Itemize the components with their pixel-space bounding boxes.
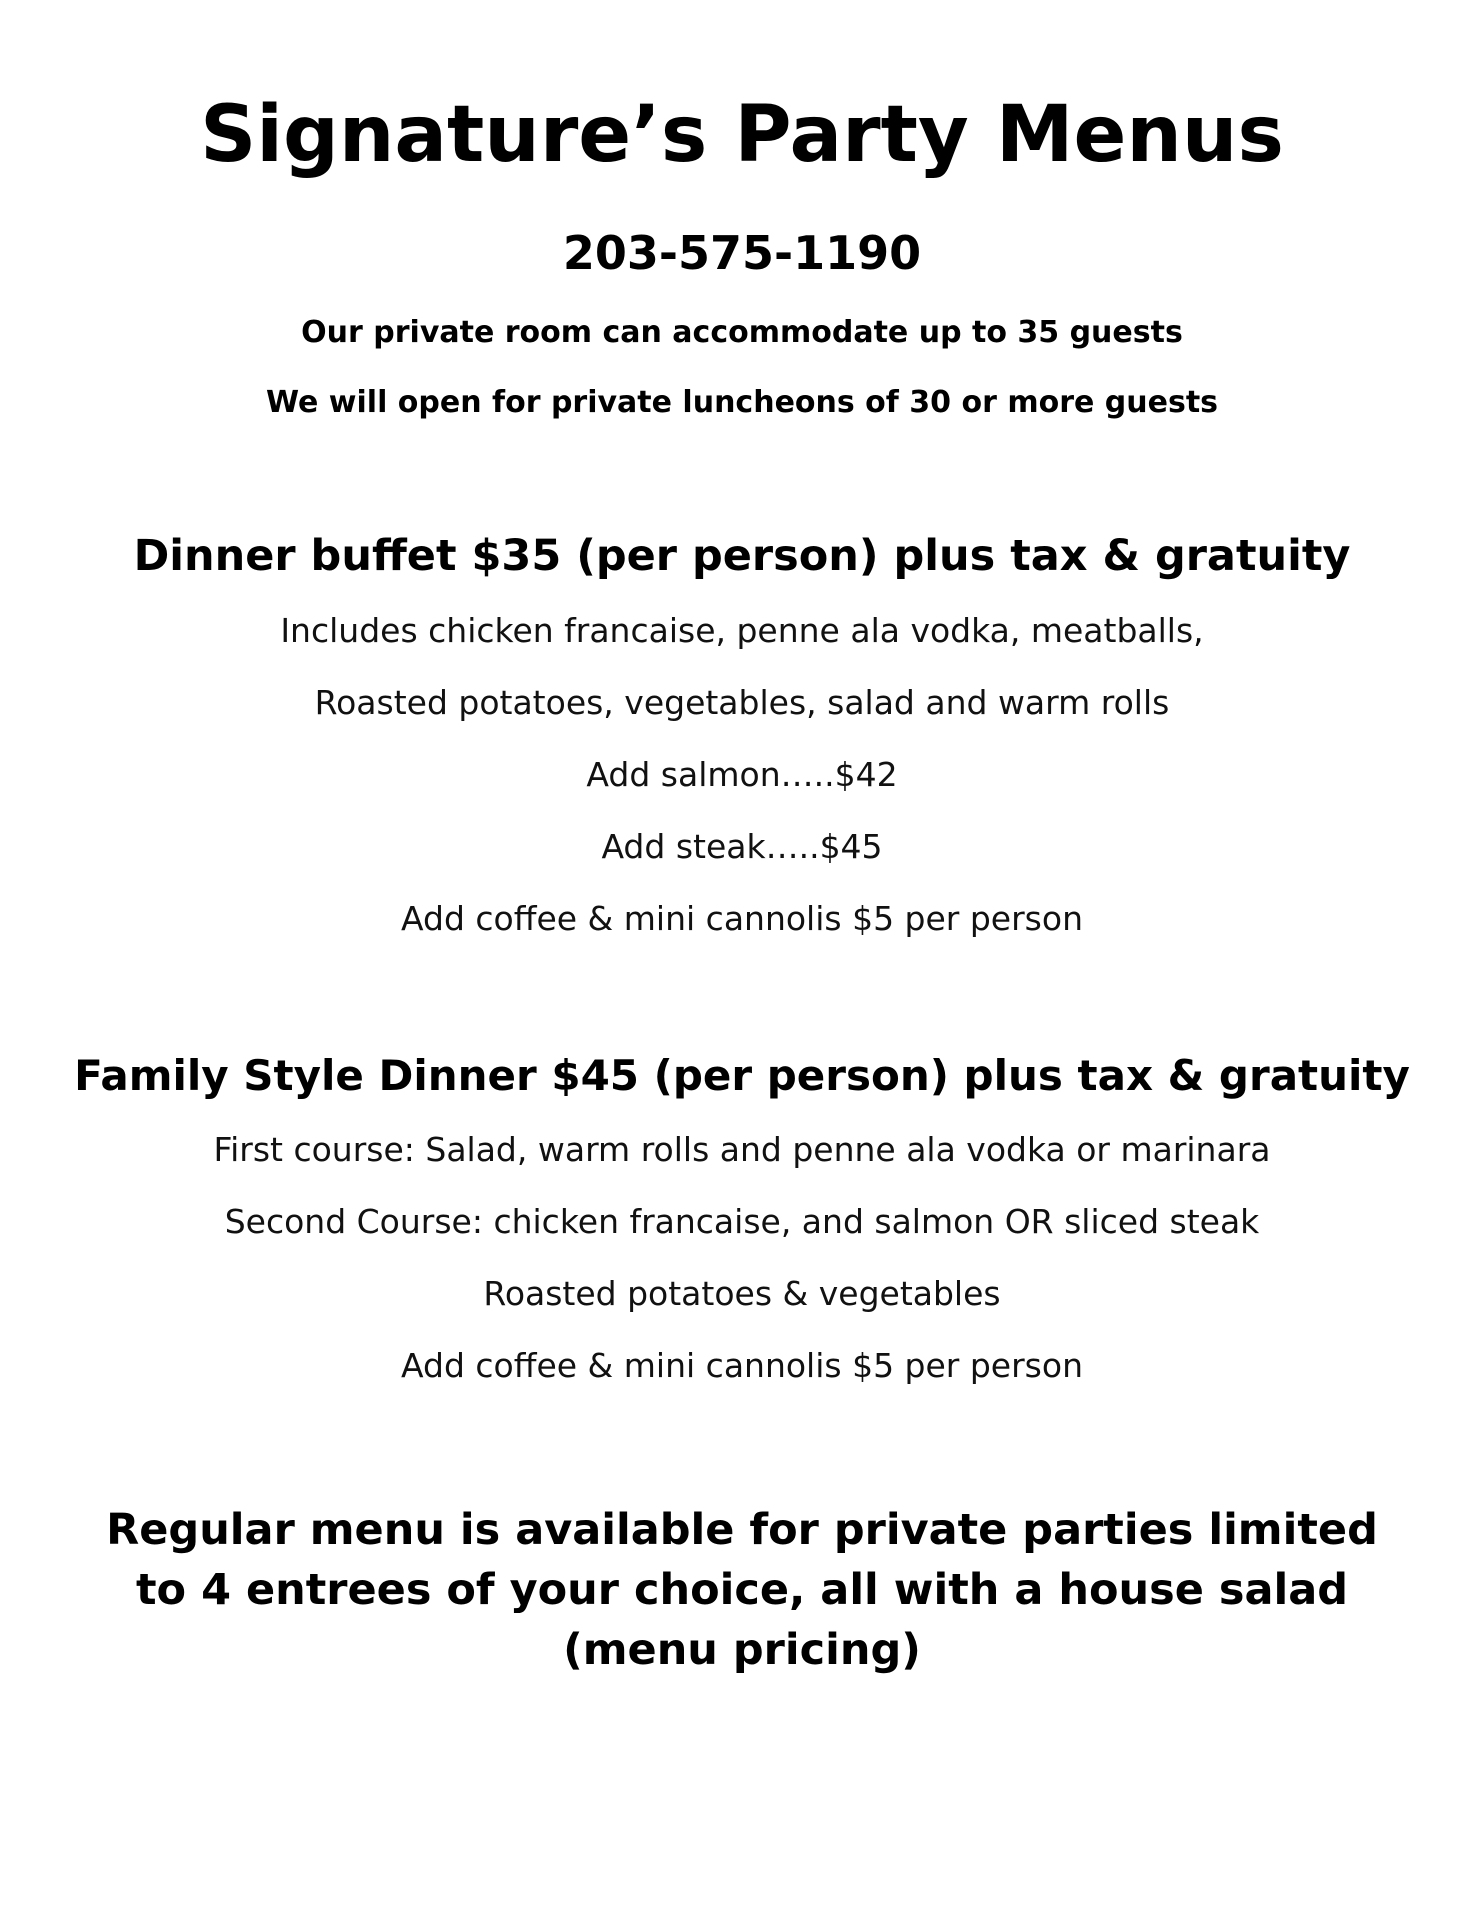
family-style-item: Second Course: chicken francaise, and salmon OR sliced steak	[224, 1202, 1260, 1241]
family-style-item: First course: Salad, warm rolls and penne ala vodka or marinara	[213, 1130, 1271, 1169]
page-title: Signature’s Party Menus	[200, 90, 1284, 180]
dinner-buffet-item: Includes chicken francaise, penne ala vodka, meatballs,	[280, 611, 1204, 650]
family-style-heading: Family Style Dinner $45 (per person) plus tax & gratuity	[74, 1051, 1410, 1100]
regular-menu-note: Regular menu is available for private parties limited to 4 entrees of your choice, all with a house salad (menu pricing)	[106, 1505, 1378, 1675]
dinner-buffet-item: Add salmon…..$42	[586, 755, 898, 794]
capacity-note: Our private room can accommodate up to 35 guests	[301, 315, 1183, 350]
family-style-item: Roasted potatoes & vegetables	[483, 1274, 1001, 1313]
family-style-item: Add coffee & mini cannolis $5 per person	[401, 1346, 1083, 1385]
luncheon-note: We will open for private luncheons of 30 or more guests	[265, 385, 1219, 420]
dinner-buffet-item: Roasted potatoes, vegetables, salad and warm rolls	[314, 683, 1170, 722]
dinner-buffet-heading: Dinner buffet $35 (per person) plus tax & gratuity	[133, 531, 1351, 581]
dinner-buffet-item: Add steak…..$45	[601, 827, 883, 866]
dinner-buffet-item: Add coffee & mini cannolis $5 per person	[401, 899, 1083, 938]
phone-number: 203-575-1190	[562, 226, 922, 280]
